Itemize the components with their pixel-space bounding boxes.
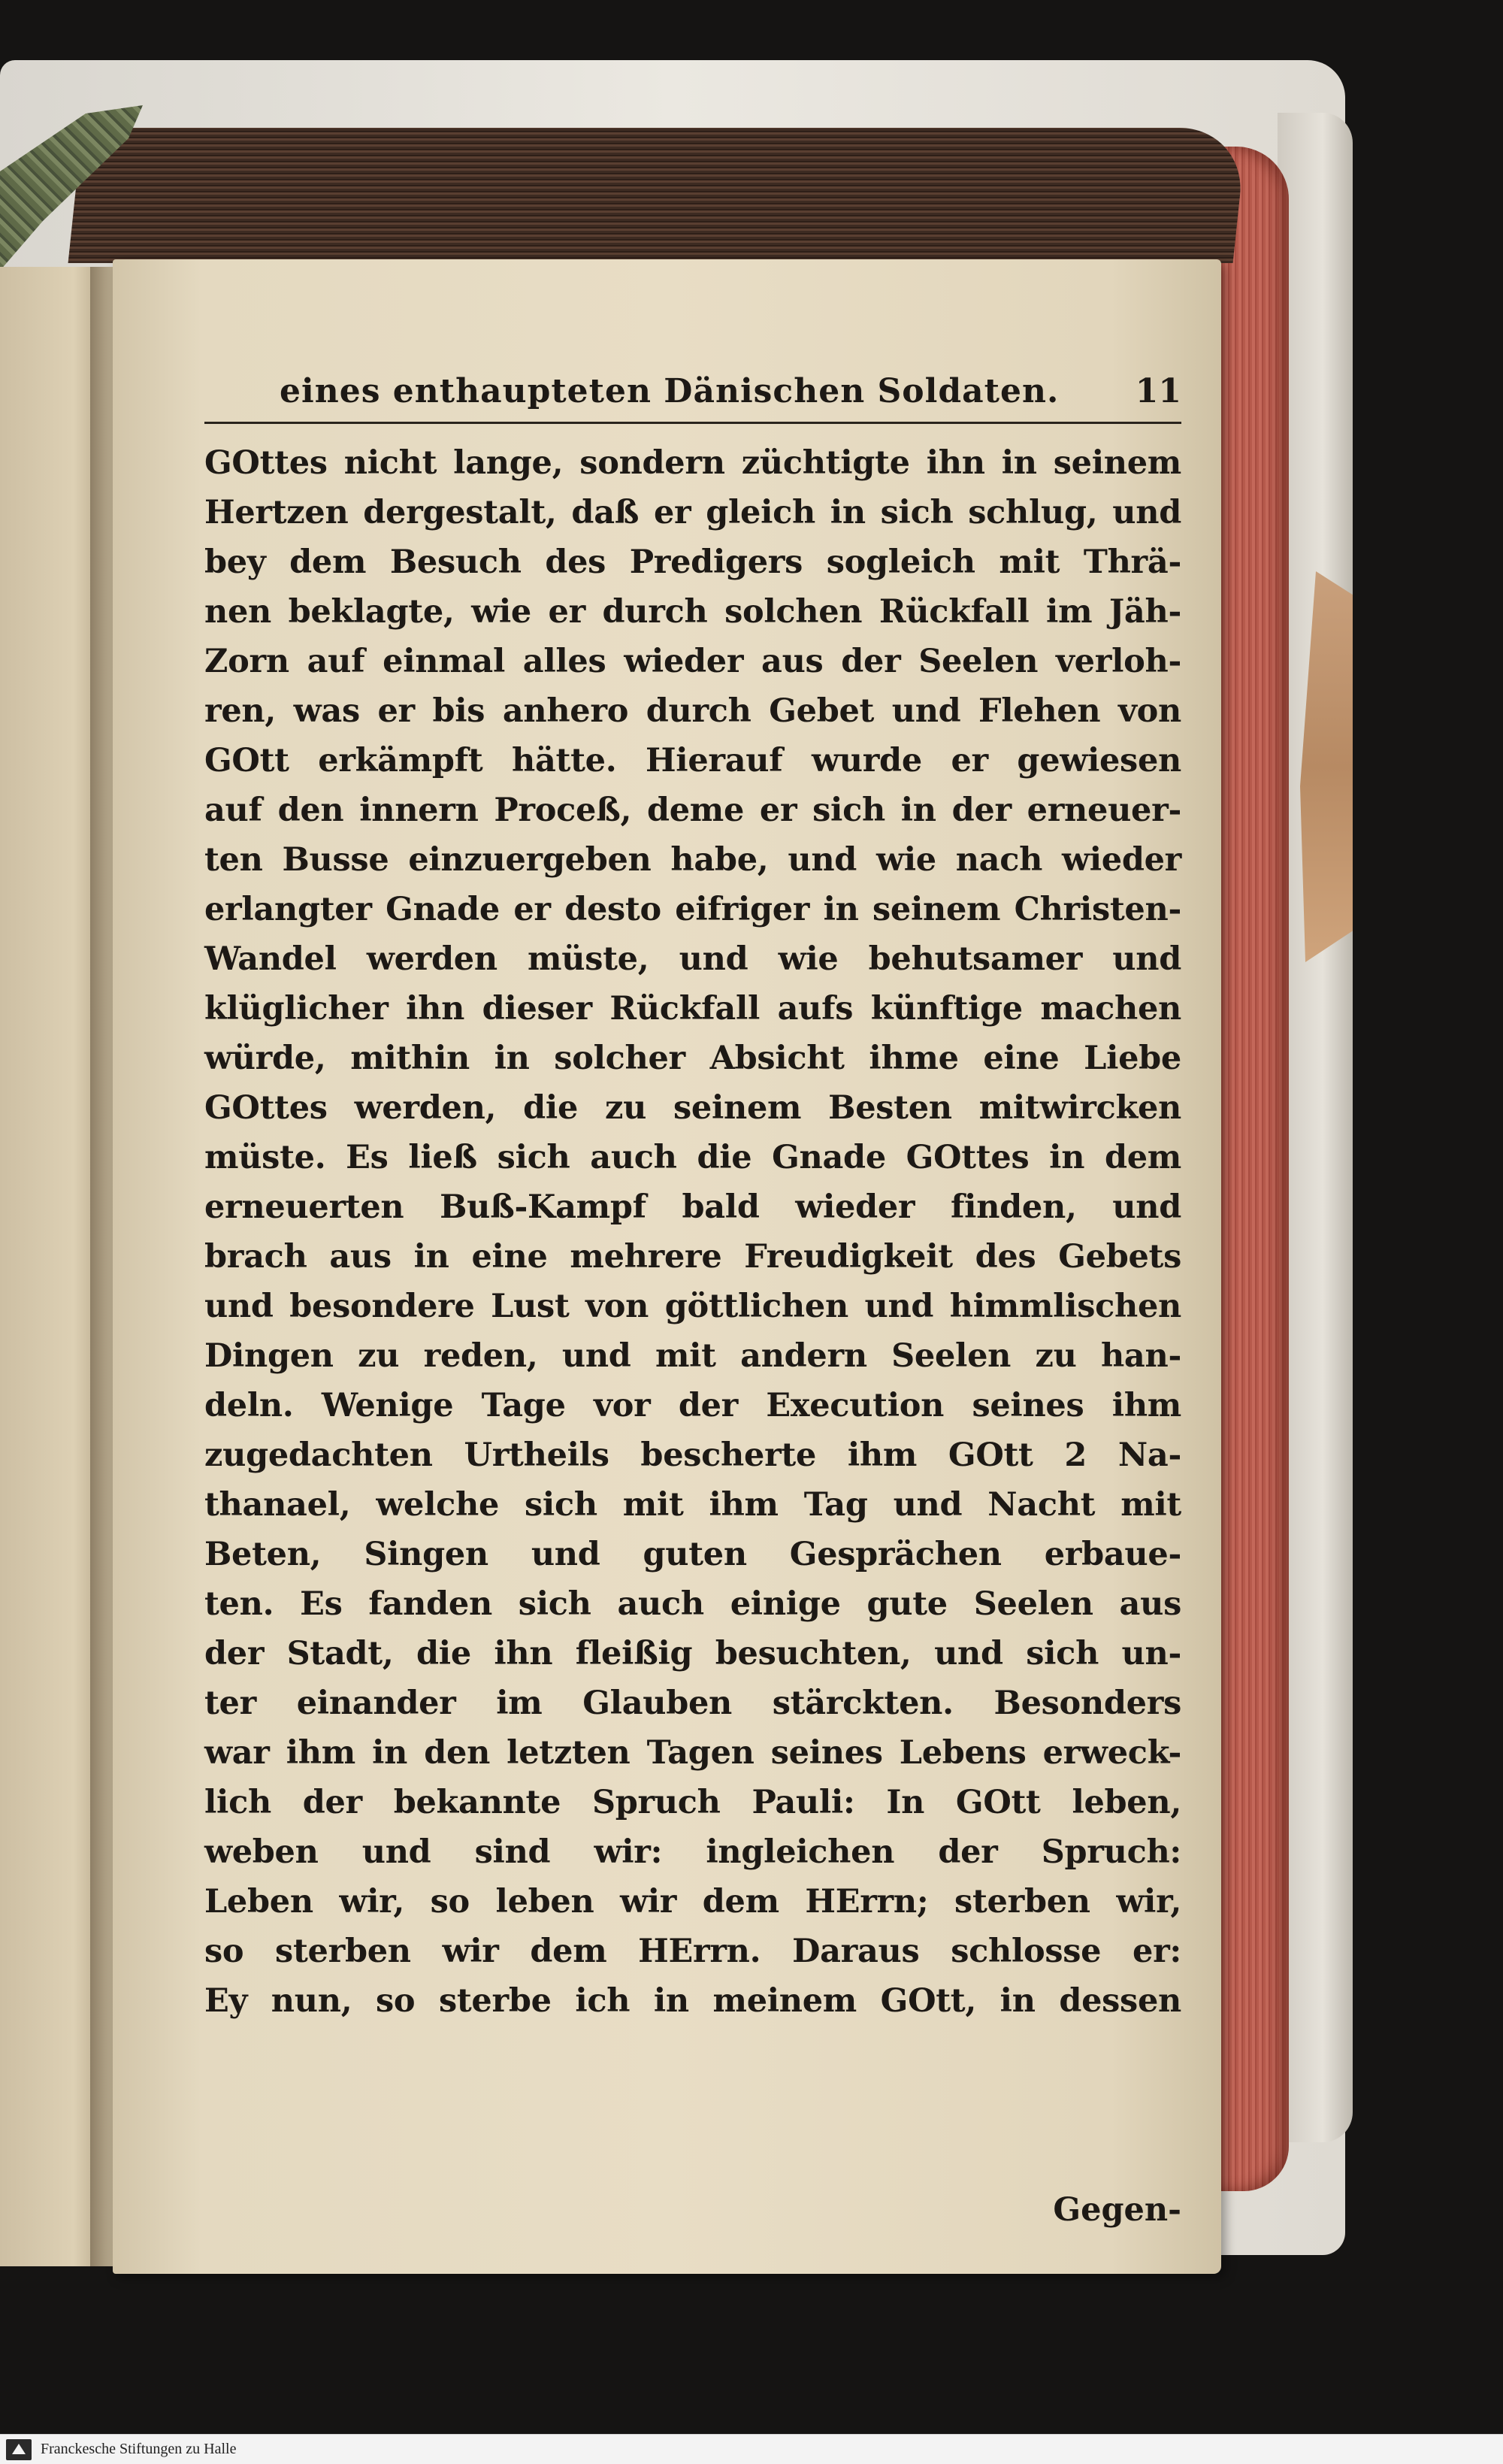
text-line: brach aus in eine mehrere Freudigkeit des Gebets (204, 1238, 1181, 1276)
text-line: ten Busse einzuergeben habe, und wie nach wieder (204, 841, 1181, 879)
text-line: Leben wir, so leben wir dem HErrn; sterben wir, (204, 1883, 1181, 1921)
text-line: Beten, Singen und guten Gesprächen erbaue- (204, 1536, 1181, 1573)
catchword: Gegen- (1053, 2191, 1181, 2229)
text-line: ren, was er bis anhero durch Gebet und Flehen von (204, 692, 1181, 730)
text-line: Wandel werden müste, und wie behutsamer und (204, 940, 1181, 978)
text-block (204, 438, 1181, 2026)
header-rule (204, 422, 1181, 424)
text-line: Zorn auf einmal alles wieder aus der Seelen verloh- (204, 643, 1181, 680)
footer-bar (0, 2434, 1503, 2464)
text-line: so sterben wir dem HErrn. Daraus schlosse er: (204, 1933, 1181, 1970)
backdrop-card-edge (1278, 113, 1353, 2142)
text-line: würde, mithin in solcher Absicht ihme eine Liebe (204, 1040, 1181, 1077)
text-line: der Stadt, die ihn fleißig besuchten, und sich un- (204, 1635, 1181, 1672)
page-number: 11 (1135, 372, 1181, 410)
text-line: ter einander im Glauben stärckten. Besonders (204, 1685, 1181, 1722)
text-line: deln. Wenige Tage vor der Execution seines ihm (204, 1387, 1181, 1424)
text-line: Ey nun, so sterbe ich in meinem GOtt, in dessen (204, 1982, 1181, 2020)
text-line: thanael, welche sich mit ihm Tag und Nacht mit (204, 1486, 1181, 1524)
text-line: und besondere Lust von göttlichen und himmlischen (204, 1288, 1181, 1325)
text-line: GOttes werden, die zu seinem Besten mitwircken (204, 1089, 1181, 1127)
text-line: weben und sind wir: ingleichen der Spruch: (204, 1833, 1181, 1871)
text-line: erneuerten Buß-Kampf bald wieder finden, und (204, 1188, 1181, 1226)
book-page (113, 259, 1221, 2274)
book-top-edge (68, 128, 1247, 263)
text-line: GOttes nicht lange, sondern züchtigte ihn in seinem (204, 444, 1181, 482)
text-line: nen beklagte, wie er durch solchen Rückfall im Jäh- (204, 593, 1181, 631)
text-line: auf den innern Proceß, deme er sich in der erneuer- (204, 792, 1181, 829)
text-line: war ihm in den letzten Tagen seines Lebens erweck- (204, 1734, 1181, 1772)
text-line: erlangter Gnade er desto eifriger in seinem Christen- (204, 891, 1181, 928)
institution-logo-icon (6, 2439, 32, 2460)
text-line: Hertzen dergestalt, daß er gleich in sich schlug, und (204, 494, 1181, 531)
text-line: zugedachten Urtheils bescherte ihm GOtt 2 Na- (204, 1436, 1181, 1474)
text-line: bey dem Besuch des Predigers sogleich mit Thrä- (204, 543, 1181, 581)
text-line: ten. Es fanden sich auch einige gute Seelen aus (204, 1585, 1181, 1623)
text-line: klüglicher ihn dieser Rückfall aufs künftige machen (204, 990, 1181, 1028)
running-title: eines enthaupteten Dänischen Soldaten. (280, 372, 1060, 410)
footer-institution: Franckesche Stiftungen zu Halle (41, 2441, 237, 2457)
text-line: GOtt erkämpft hätte. Hierauf wurde er gewiesen (204, 742, 1181, 779)
text-line: Dingen zu reden, und mit andern Seelen zu han- (204, 1337, 1181, 1375)
text-line: lich der bekannte Spruch Pauli: In GOtt leben, (204, 1784, 1181, 1821)
running-head (204, 372, 1181, 423)
left-page (0, 267, 105, 2266)
text-line: müste. Es ließ sich auch die Gnade GOttes in dem (204, 1139, 1181, 1176)
